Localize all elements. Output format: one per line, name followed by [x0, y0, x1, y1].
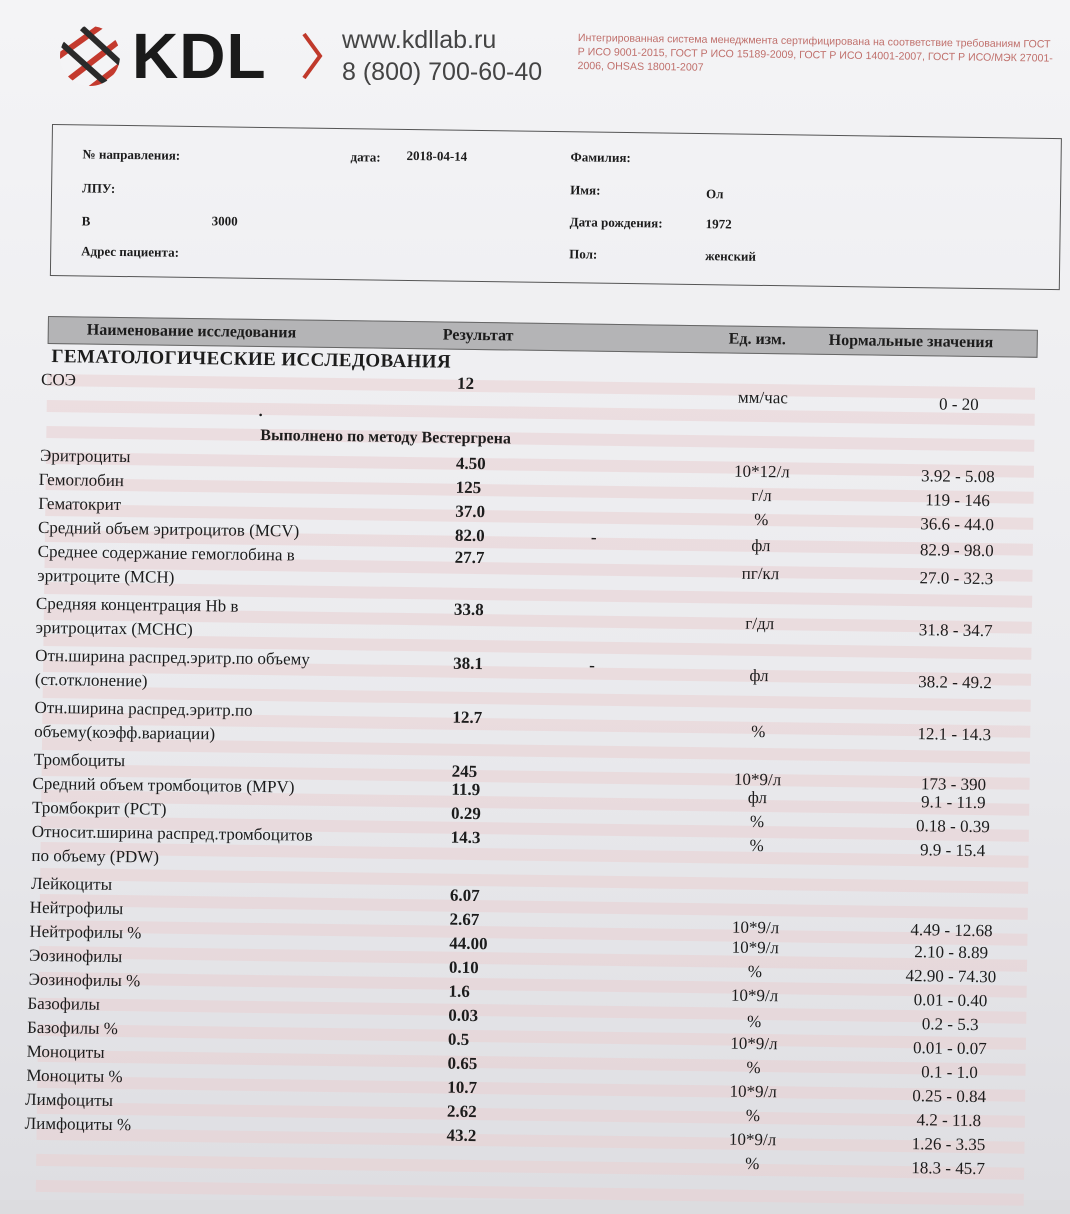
test-norm: 9.1 - 11.9 [920, 792, 986, 813]
test-result: 37.0 [455, 501, 486, 522]
test-result: 0.29 [450, 803, 481, 824]
print-stripe [47, 400, 1035, 426]
chevron-right-icon [300, 30, 326, 82]
address-label: Адрес пациента: [81, 243, 180, 260]
test-name: Средний объем эритроцитов (MCV) [37, 517, 300, 541]
name-label: Имя: [570, 182, 601, 198]
test-result: 4.50 [455, 453, 486, 474]
sex-value: женский [705, 248, 757, 264]
print-stripe [40, 868, 1028, 894]
low-flag: - [590, 527, 597, 547]
test-name-line: Средняя концентрация Hb в [35, 593, 239, 616]
test-name: Эозинофилы [28, 945, 123, 967]
test-unit: 10*12/л [733, 461, 790, 482]
test-result: 6.07 [449, 885, 480, 906]
test-name-line: Отн.ширина распред.эритр.по объему [35, 645, 310, 669]
test-norm: 0.2 - 5.3 [921, 1014, 979, 1035]
test-result: 27.7 [454, 547, 485, 568]
test-unit: фл [751, 535, 771, 556]
test-result: 2.67 [449, 909, 480, 930]
test-name-line: объему(коэфф.вариации) [34, 721, 216, 744]
test-unit: 10*9/л [731, 917, 780, 938]
print-stripe [47, 374, 1035, 400]
test-unit: пг/кл [741, 563, 780, 584]
method-note: Выполнено по методу Вестергрена [260, 426, 512, 448]
test-name [35, 592, 238, 643]
v-value: 3000 [211, 213, 238, 229]
test-unit: % [751, 721, 766, 742]
test-norm: 42.90 - 74.30 [905, 966, 997, 987]
test-result: 0.10 [448, 957, 479, 978]
test-name: Гемоглобин [38, 469, 125, 491]
test-unit: % [749, 835, 764, 856]
test-unit: мм/час [737, 387, 789, 408]
test-result: 12.7 [452, 707, 483, 728]
print-stripe [37, 1102, 1025, 1128]
certification-text: Интегрированная система менеджмента сертифицирована на соответствие требованиям ГОСТ Р ИСО 9001-2015, ГОСТ Р ИСО 15189-2009, ГОСТ Р ИСО 14001-2007, ГОСТ Р ИСО/МЭК 27001-2006, OHSAS 18001-2007 [577, 31, 1053, 74]
test-norm: 27.0 - 32.3 [919, 568, 994, 589]
test-unit: 10*9/л [730, 1033, 778, 1054]
test-name [34, 696, 253, 747]
test-name: Базофилы % [26, 1017, 119, 1039]
test-norm: 4.49 - 12.68 [910, 920, 993, 941]
date-label: дата: [350, 149, 381, 165]
test-norm: 2.10 - 8.89 [914, 942, 989, 963]
test-norm: 31.8 - 34.7 [918, 620, 993, 641]
v-label: В [81, 213, 91, 229]
test-norm: 0 - 20 [938, 394, 979, 415]
print-stripe [40, 894, 1028, 920]
test-name: Лимфоциты [24, 1089, 114, 1110]
test-norm: 0.25 - 0.84 [912, 1086, 987, 1107]
sex-label: Пол: [569, 246, 598, 262]
test-result: 12 [456, 373, 475, 393]
test-norm: 3.92 - 5.08 [920, 466, 995, 487]
test-result: 38.1 [453, 653, 484, 674]
date-value: 2018-04-14 [406, 147, 468, 164]
print-stripe [46, 478, 1034, 504]
results-table [24, 316, 1038, 1214]
header-norm: Нормальные значения [828, 331, 994, 352]
print-stripe [39, 972, 1027, 998]
test-name-line: эритроцитах (MCHC) [35, 617, 193, 640]
test-norm: 38.2 - 49.2 [918, 672, 992, 693]
test-unit: фл [749, 665, 769, 686]
test-name-line: Относит.ширина распред.тромбоцитов [31, 821, 313, 845]
test-name: Лимфоциты % [24, 1113, 132, 1135]
test-unit: % [747, 1011, 762, 1032]
test-name-line: эритроците (MCH) [37, 565, 175, 587]
test-result: 1.6 [448, 981, 470, 1001]
test-unit: г/л [751, 485, 772, 506]
test-norm: 119 - 146 [925, 490, 990, 511]
header-unit: Ед. изм. [728, 330, 786, 349]
test-name [31, 820, 313, 872]
patient-info-box [50, 124, 1062, 290]
test-unit: фл [747, 787, 768, 808]
print-stripe [36, 1154, 1024, 1180]
test-result: 11.9 [451, 779, 481, 800]
lpu-label: ЛПУ: [82, 180, 116, 196]
test-name: Эритроциты [39, 445, 131, 467]
print-stripe [36, 1180, 1024, 1206]
test-unit: 10*9/л [731, 937, 779, 958]
test-name: Тромбокрит (PCT) [32, 797, 167, 819]
test-unit: г/дл [745, 613, 775, 634]
test-name: Нейтрофилы [29, 897, 124, 919]
test-norm: 0.01 - 0.07 [912, 1038, 987, 1059]
header-name: Наименование исследования [86, 321, 297, 342]
test-result: 10.7 [447, 1077, 478, 1098]
print-stripe [38, 1050, 1026, 1076]
test-norm: 0.18 - 0.39 [915, 816, 990, 837]
website-link[interactable]: www.kdllab.ru [342, 26, 497, 54]
test-name-line: по объему (PDW) [31, 845, 160, 867]
test-result: 43.2 [446, 1125, 477, 1146]
test-name: Эозинофилы % [28, 969, 141, 991]
test-unit: % [754, 509, 769, 530]
test-name: Средний объем тромбоцитов (MPV) [32, 773, 295, 797]
test-norm: 4.2 - 11.8 [916, 1110, 982, 1131]
test-name: СОЭ [40, 369, 77, 390]
test-result: 0.65 [447, 1053, 478, 1074]
test-result: 245 [451, 761, 478, 782]
test-name: Гематокрит [38, 493, 122, 515]
birth-value: 1972 [705, 216, 732, 232]
print-stripe [39, 946, 1027, 972]
test-unit: % [747, 961, 763, 982]
name-value: Ол [705, 186, 724, 202]
birth-label: Дата рождения: [569, 214, 663, 231]
test-unit: % [745, 1105, 761, 1126]
brand-name: KDL [132, 20, 267, 92]
test-name: Моноциты [26, 1041, 105, 1062]
test-result: 0.5 [447, 1029, 470, 1049]
test-norm: 18.3 - 45.7 [911, 1158, 986, 1179]
test-name [37, 540, 295, 592]
test-norm: 0.1 - 1.0 [921, 1062, 978, 1083]
test-result: 33.8 [453, 599, 484, 620]
test-name: Базофилы [27, 993, 100, 1014]
test-name [35, 644, 310, 696]
test-name-line: Отн.ширина распред.эритр.по [34, 697, 253, 720]
test-unit: 10*9/л [728, 1129, 777, 1150]
header-result: Результат [442, 326, 514, 345]
surname-label: Фамилия: [570, 149, 631, 166]
test-name: Моноциты % [26, 1065, 123, 1087]
test-norm: 173 - 390 [920, 774, 987, 795]
test-unit: 10*9/л [730, 985, 779, 1006]
print-stripe [37, 1076, 1025, 1102]
test-result: 0.03 [448, 1005, 479, 1026]
print-stripe [46, 452, 1034, 478]
kdl-logo-icon [58, 24, 122, 88]
test-result: 44.00 [449, 933, 488, 954]
test-norm: 36.6 - 44.0 [920, 514, 995, 535]
test-unit: % [745, 1153, 760, 1174]
print-stripe [38, 1024, 1026, 1050]
test-unit: 10*9/л [729, 1081, 777, 1102]
test-norm: 12.1 - 14.3 [917, 724, 992, 745]
test-name: Лейкоциты [30, 873, 113, 894]
test-result: 82.0 [454, 525, 485, 546]
test-result: 125 [455, 477, 482, 498]
test-name-line: Среднее содержание гемоглобина в [37, 541, 295, 565]
test-norm: 9.9 - 15.4 [919, 840, 986, 861]
phone-number: 8 (800) 700-60-40 [342, 58, 543, 86]
test-result: 2.62 [446, 1101, 477, 1122]
test-norm: 1.26 - 3.35 [911, 1134, 986, 1155]
test-result: 14.3 [450, 827, 481, 848]
test-unit: % [746, 1057, 761, 1078]
test-name: Нейтрофилы % [29, 921, 142, 943]
test-name-line: (ст.отклонение) [34, 669, 148, 691]
print-stripe [38, 998, 1026, 1024]
print-stripe [46, 426, 1034, 452]
test-norm: 0.01 - 0.40 [913, 990, 988, 1011]
test-unit: % [749, 811, 765, 832]
section-title: ГЕМАТОЛОГИЧЕСКИЕ ИССЛЕДОВАНИЯ [51, 346, 452, 373]
test-name: Тромбоциты [33, 749, 126, 771]
test-unit: 10*9/л [733, 769, 782, 790]
print-stripe [36, 1125, 1024, 1154]
referral-label: № направления: [82, 146, 181, 163]
low-flag: - [589, 655, 595, 675]
test-norm: 82.9 - 98.0 [919, 540, 994, 561]
dot-mark: . [258, 402, 263, 421]
